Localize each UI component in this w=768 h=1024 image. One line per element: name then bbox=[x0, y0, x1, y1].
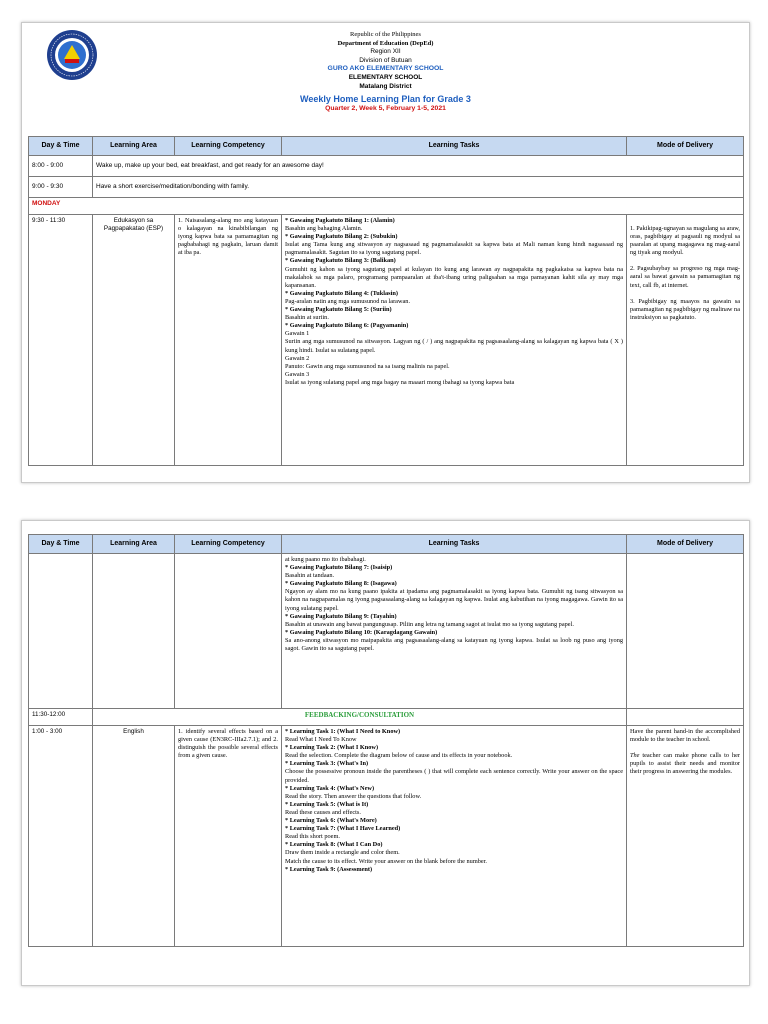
task-heading-text: * Gawaing Pagkatuto Bilang 4: (Tuklasin) bbox=[285, 289, 398, 297]
task-heading-text: * Learning Task 1: (What I Need to Know) bbox=[285, 728, 401, 735]
table-row bbox=[29, 554, 744, 709]
table-row bbox=[29, 177, 744, 198]
task-heading-text: * Learning Task 7: (What I Have Learned) bbox=[285, 825, 401, 833]
task-heading bbox=[285, 825, 623, 833]
quarter-line: Quarter 2, Week 5, February 1-5, 2021 bbox=[325, 105, 446, 113]
col-learning-competency: Learning Competency bbox=[175, 535, 282, 554]
task-body: Read the selection. Complete the diagram below of cause and its effects in your notebook. bbox=[285, 752, 513, 760]
col-day-time: Day & Time bbox=[29, 137, 93, 156]
table-row bbox=[29, 709, 744, 726]
task-line: Isulat sa iyong sulatang papel ang mga bagay na maaari mong ibahagi sa iyong kapwa bata bbox=[285, 378, 515, 386]
col-day-time: Day & Time bbox=[29, 535, 93, 554]
english-learning-area: English bbox=[93, 726, 175, 947]
learning-plan-table-continued bbox=[28, 534, 744, 947]
task-body: Read What I Need To Know bbox=[285, 736, 357, 744]
feedback-mode bbox=[627, 709, 744, 726]
col-learning-area: Learning Area bbox=[93, 137, 175, 156]
feedback-label: FEEDBACKING/CONSULTATION bbox=[93, 709, 627, 726]
feedback-time: 11:30-12:00 bbox=[29, 709, 93, 726]
mode-item: 2. Pagsubaybay sa progreso ng mga mag-aaral sa bawat gawain sa pamamagitan ng text, call fb, at internet. bbox=[630, 265, 740, 289]
task-heading-text: * Gawaing Pagkatuto Bilang 1: (Alamin) bbox=[285, 217, 395, 224]
task-line: Suriin ang mga sumusunod na sitwasyon. Lagyan ng ( / ) ang nagpapakita ng pagsasaalang-alang sa kalagayan ng kapwa bata ( X ) kung hindi. Isulat sa sulatang papel. bbox=[285, 338, 623, 354]
task-body: Read this short poem. bbox=[285, 833, 340, 841]
col-learning-tasks: Learning Tasks bbox=[282, 535, 627, 554]
task-heading bbox=[285, 629, 623, 637]
task-heading-text: * Gawaing Pagkatuto Bilang 8: (Isagawa) bbox=[285, 580, 397, 588]
task-body: Gawain 1 bbox=[285, 330, 310, 338]
mode-item: 3. Pagbibigay ng maayos na gawain sa pamamagitan ng pagbibigay ng malinaw na instruksiyon sa pagkatuto. bbox=[630, 297, 740, 321]
task-heading bbox=[285, 801, 623, 809]
task-heading-text: * Learning Task 8: (What I Can Do) bbox=[285, 841, 383, 849]
task-body: Draw them inside a rectangle and color them. bbox=[285, 849, 400, 857]
plan-title: Weekly Home Learning Plan for Grade 3 bbox=[300, 94, 471, 105]
esp-learning-area: Edukasyon sa Pagpapakatao (ESP) bbox=[93, 215, 175, 466]
mode-text: teacher can make phone calls to her pupils to assist their needs and monitor their progress in answering the modules. bbox=[630, 752, 740, 776]
task-heading bbox=[285, 290, 623, 298]
english-task-tail: Match the cause to its effect. Write your answer on the blank before the number. bbox=[285, 857, 487, 865]
row-activity: Have a short exercise/meditation/bonding with family. bbox=[93, 177, 744, 198]
department-line: Department of Education (DepEd) bbox=[337, 39, 434, 47]
task-heading-text: * Gawaing Pagkatuto Bilang 6: (Pagyamanin) bbox=[285, 322, 409, 330]
cont-time bbox=[29, 554, 93, 709]
task-heading bbox=[285, 817, 623, 825]
cont-first-line: at kung paano mo ito ibabahagi. bbox=[285, 556, 366, 563]
esp-task-list bbox=[285, 217, 623, 338]
task-heading-text: * Learning Task 5: (What is It) bbox=[285, 800, 369, 808]
mode-emphasis: The bbox=[630, 752, 640, 760]
table-row bbox=[29, 726, 744, 947]
task-heading-text: * Learning Task 4: (What's New) bbox=[285, 784, 375, 792]
esp-mode-of-delivery bbox=[627, 215, 744, 466]
region-line: Region XII bbox=[370, 48, 401, 56]
col-learning-area: Learning Area bbox=[93, 535, 175, 554]
letterhead bbox=[22, 31, 749, 114]
task-body: Choose the possessive pronoun inside the parentheses ( ) that will complete each sentence correctly. Write your answer on the space provided. bbox=[285, 768, 623, 784]
task-heading-text: * Gawaing Pagkatuto Bilang 5: (Suriin) bbox=[285, 306, 392, 314]
english-time: 1:00 - 3:00 bbox=[29, 726, 93, 947]
mode-item bbox=[630, 752, 740, 776]
task-heading bbox=[285, 233, 623, 241]
task-heading bbox=[285, 760, 623, 768]
document-page-1 bbox=[21, 22, 750, 483]
task-body: Basahin at tandaan. bbox=[285, 572, 335, 580]
task-heading bbox=[285, 217, 623, 225]
table-header-row bbox=[29, 535, 744, 554]
esp-competency: 1. Naisasalang-alang mo ang katayuan o kalagayan na kinabibilangan ng iyong kapwa bata sa pamamagitan ng pagbabahagi ng pagkain, laruan damit at iba pa. bbox=[175, 215, 282, 466]
table-row bbox=[29, 156, 744, 177]
task-heading-text: * Gawaing Pagkatuto Bilang 10: (Karagdagang Gawain) bbox=[285, 628, 438, 636]
task-heading bbox=[285, 322, 623, 330]
district-name: Matalang District bbox=[359, 82, 412, 90]
cont-mode bbox=[627, 554, 744, 709]
col-learning-competency: Learning Competency bbox=[175, 137, 282, 156]
task-body: Read these causes and effects. bbox=[285, 808, 361, 816]
table-header-row bbox=[29, 137, 744, 156]
table-row bbox=[29, 198, 744, 215]
day-label-monday: MONDAY bbox=[29, 198, 744, 215]
task-body: Basahin at unawain ang bawat pangungusap. Piliin ang letra ng tamang sagot at isulat mo sa iyong sagutang papel. bbox=[285, 620, 574, 628]
row-time: 9:00 - 9:30 bbox=[29, 177, 93, 198]
row-activity: Wake up, make up your bed, eat breakfast, and get ready for an awesome day! bbox=[93, 156, 744, 177]
task-body: Ngayon ay alam mo na kung paano ipakita at ipadama ang pagmamalasakit sa iyong kapwa bata. Gumuhit ng isang sitwasyon sa kahon na nagpapamalas ng iyong pagsasaalang-alang sa kalagayan ng kapwa. Isulat ang kabutihan na iyong magagawa. Gawin ito sa iyong sulatang papel. bbox=[285, 588, 623, 612]
english-learning-tasks bbox=[282, 726, 627, 947]
cont-area bbox=[93, 554, 175, 709]
task-heading bbox=[285, 744, 623, 752]
task-heading-text: * Gawaing Pagkatuto Bilang 3: (Balikan) bbox=[285, 257, 396, 265]
task-body: Basahin ang bahaging Alamin. bbox=[285, 225, 363, 233]
esp-learning-tasks bbox=[282, 215, 627, 466]
table-row bbox=[29, 215, 744, 466]
cont-learning-tasks bbox=[282, 554, 627, 709]
task-body: Pag-aralan natin ang mga sumusunod na larawan. bbox=[285, 297, 411, 305]
task-line: Gawain 3 bbox=[285, 370, 310, 378]
task-heading bbox=[285, 306, 623, 314]
task-body: Sa ano-anong sitwasyon mo maipapakita ang pagsasaalang-alang sa katayuan ng iyong kapwa. Isulat sa loob ng puso ang iyong sagot. Gawin ito sa sagutang papel. bbox=[285, 636, 623, 653]
task-body: Read the story. Then answer the questions that follow. bbox=[285, 792, 422, 800]
school-name: GURO AKO ELEMENTARY SCHOOL bbox=[327, 65, 444, 73]
task-heading-text: * Learning Task 3: (What's In) bbox=[285, 760, 369, 768]
school-type: ELEMENTARY SCHOOL bbox=[348, 73, 423, 81]
task-body: Isulat ang Tama kung ang sitwasyon ay nagsasaad ng pagmamalasakit sa kapwa bata at Mali naman kung hindi nagsasaad ng pagmamalasakit. Sagutan ito sa iyong sagutang papel. bbox=[285, 241, 623, 257]
task-heading-text: * Gawaing Pagkatuto Bilang 2: (Subukin) bbox=[285, 233, 398, 241]
row-time: 8:00 - 9:00 bbox=[29, 156, 93, 177]
task-heading bbox=[285, 728, 623, 736]
col-learning-tasks: Learning Tasks bbox=[282, 137, 627, 156]
col-mode-of-delivery: Mode of Delivery bbox=[627, 535, 744, 554]
mode-item: Have the parent hand-in the accomplished module to the teacher in school. bbox=[630, 728, 740, 744]
task-body: Basahin at suriin. bbox=[285, 314, 329, 322]
task-heading bbox=[285, 564, 623, 572]
col-mode-of-delivery: Mode of Delivery bbox=[627, 137, 744, 156]
english-task-list bbox=[285, 728, 623, 858]
task-line: Panuto: Gawin ang mga sumusunod na sa isang malinis na papel. bbox=[285, 362, 450, 370]
cont-competency bbox=[175, 554, 282, 709]
task-body: Gumuhit ng kahon sa iyong sagutang papel at kulayan ito kung ang larawan ay nagpapakita ng pagkakaisa sa kapwa bata na makalahok sa mga palaro, programang pampaaralan at iba't-ibang uring paligsahan sa mga pamayanan kahit sila ay may mga kapansanan. bbox=[285, 265, 623, 289]
learning-plan-table bbox=[28, 136, 744, 466]
task-line: Gawain 2 bbox=[285, 354, 310, 362]
task-heading bbox=[285, 257, 623, 265]
task-heading-text: * Learning Task 6: (What's More) bbox=[285, 817, 377, 825]
division-line: Division of Butuan bbox=[359, 56, 412, 64]
task-heading-text: * Gawaing Pagkatuto Bilang 7: (Isaisip) bbox=[285, 564, 393, 572]
task-heading bbox=[285, 613, 623, 621]
task-heading-text: * Gawaing Pagkatuto Bilang 9: (Tayahin) bbox=[285, 612, 397, 620]
task-heading bbox=[285, 580, 623, 588]
task-heading bbox=[285, 841, 623, 849]
english-task-assessment: * Learning Task 9: (Assessment) bbox=[285, 865, 373, 873]
esp-task-tail bbox=[285, 338, 623, 387]
document-page-2 bbox=[21, 520, 750, 986]
mode-item: 1. Pakikipag-ugnayan sa magulang sa araw, oras, pagbibigay at pagsauli ng modyul sa paaralan at upang magagawa ng mag-aaral ng tiyak ang modyul. bbox=[630, 225, 740, 257]
english-competency: 1. identify several effects based on a given cause (EN3RC-IIIa2.7.1); and 2. distinguish the possible several effects from a given cause. bbox=[175, 726, 282, 947]
cont-task-list bbox=[285, 564, 623, 653]
republic-line: Republic of the Philippines bbox=[350, 31, 421, 38]
task-heading bbox=[285, 785, 623, 793]
task-heading-text: * Learning Task 2: (What I Know) bbox=[285, 744, 379, 752]
english-mode-of-delivery bbox=[627, 726, 744, 947]
esp-time: 9:30 - 11:30 bbox=[29, 215, 93, 466]
